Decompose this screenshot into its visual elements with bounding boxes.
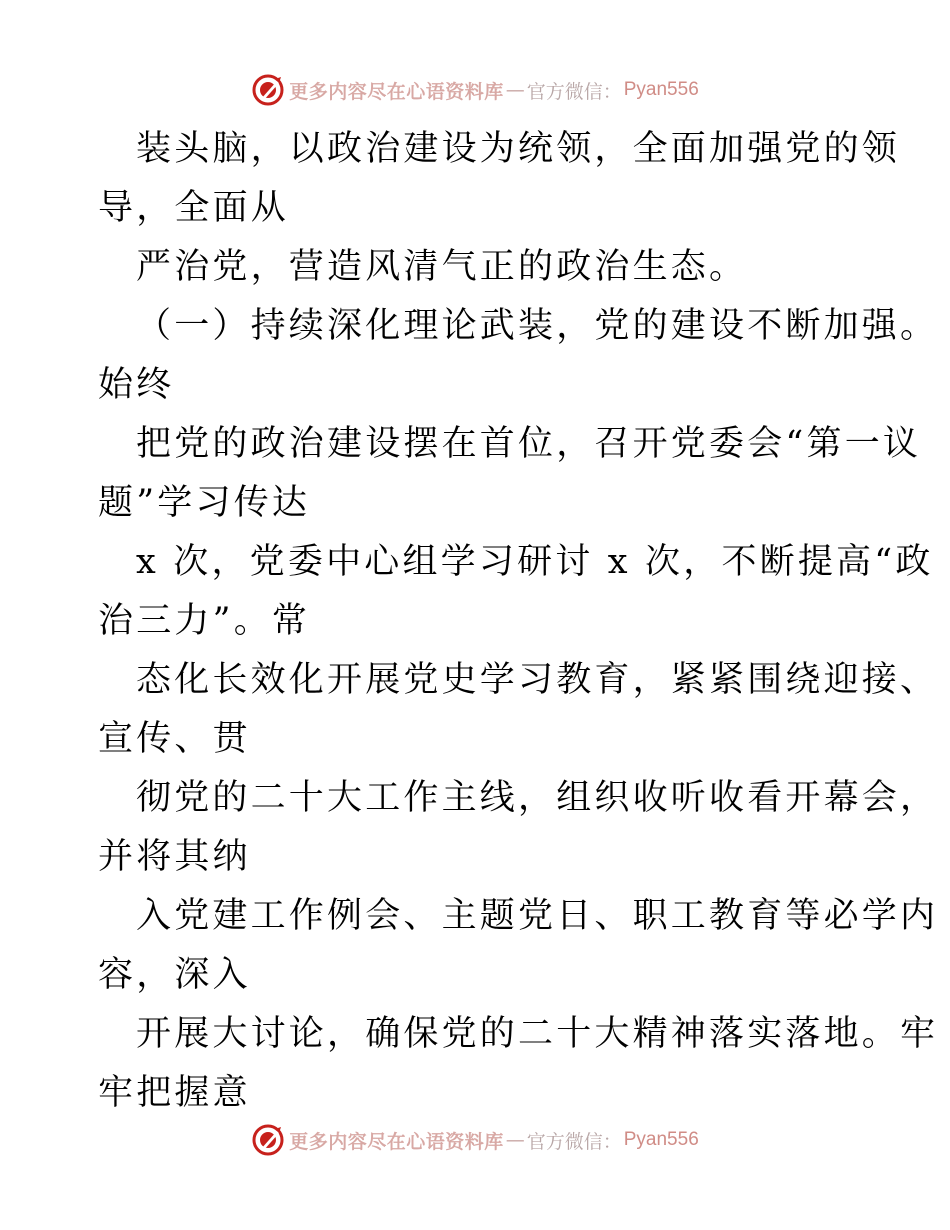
text-line: 导，全面从 [98,188,290,228]
watermark-dash: — [505,1129,525,1151]
watermark-dash: — [505,79,525,101]
pen-logo-icon [251,73,285,107]
text-line: 装头脑，以政治建设为统领，全面加强党的领 [136,129,901,169]
header-watermark [0,70,950,110]
footer-watermark [0,1120,950,1160]
watermark-official: 官方微信： [526,1130,622,1153]
section-heading-line: （一）持续深化理论武装，党的建设不断加强。 [136,306,939,346]
text-line: 牢把握意 [98,1073,251,1113]
watermark-official: 官方微信： [526,80,622,103]
document-body [98,120,939,1123]
text-line: 彻党的二十大工作主线，组织收听收看开幕会， [136,778,939,818]
watermark-brand: 更多内容尽在心语资料库 [289,80,504,103]
pen-logo-icon [251,1123,285,1157]
text-line: 宣传、贯 [98,719,251,759]
text-line: 题”学习传达 [98,483,311,523]
text-line: x 次，党委中心组学习研讨 x 次，不断提高“政 [136,542,934,582]
watermark-wechat-id: Pyan556 [623,79,699,100]
text-line: 把党的政治建设摆在首位，召开党委会“第一议 [136,424,922,464]
watermark-wechat-id: Pyan556 [623,1129,699,1150]
text-line: 入党建工作例会、主题党日、职工教育等必学内 [136,896,939,936]
text-line: 治三力”。常 [98,601,311,641]
text-line: 开展大讨论，确保党的二十大精神落实落地。牢 [136,1014,939,1054]
text-line: 并将其纳 [98,837,251,877]
watermark-brand: 更多内容尽在心语资料库 [289,1130,504,1153]
text-line: 态化长效化开展党史学习教育，紧紧围绕迎接、 [136,660,939,700]
text-line: 始终 [98,365,175,405]
text-line: 容，深入 [98,955,251,995]
text-line: 严治党，营造风清气正的政治生态。 [136,247,748,287]
